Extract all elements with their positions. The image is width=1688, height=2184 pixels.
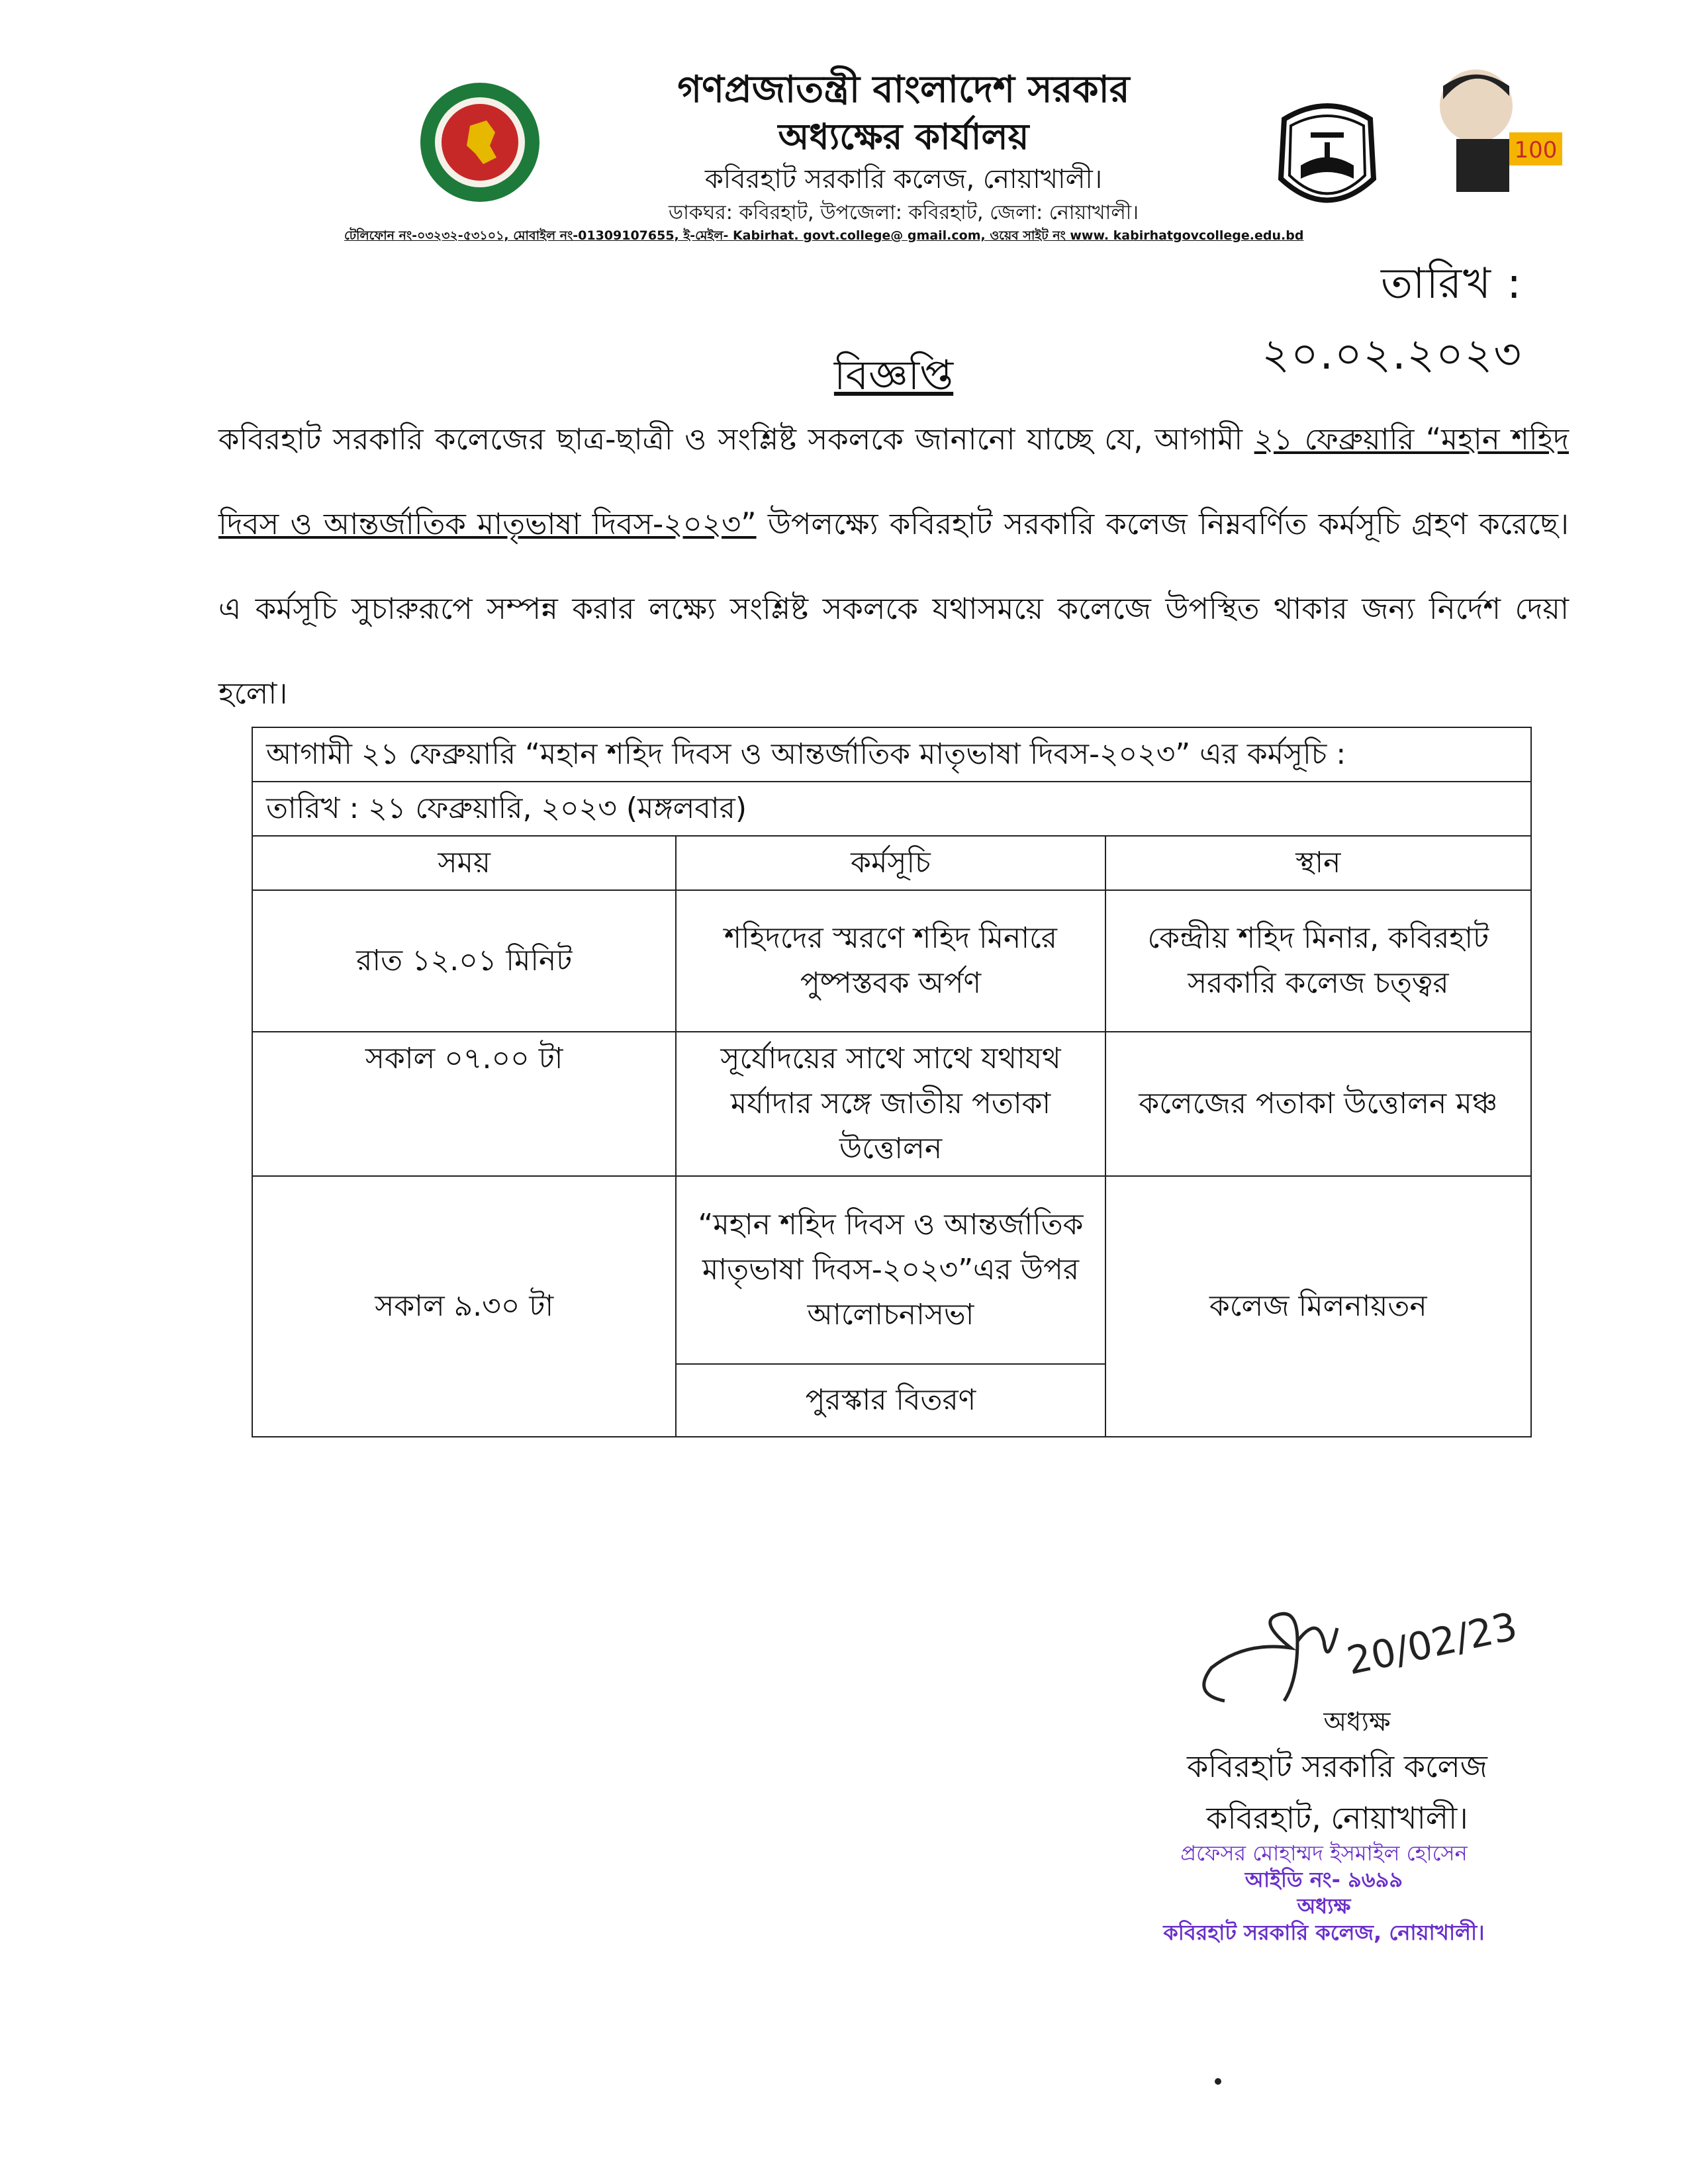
signatory-college bbox=[1139, 1741, 1536, 1844]
table-heading: আগামী ২১ ফেব্রুয়ারি “মহান শহিদ দিবস ও আন্তর্জাতিক মাতৃভাষা দিবস-২০২৩” এর কর্মসূচি : bbox=[252, 727, 1531, 782]
stamp-name: প্রফেসর মোহাম্মদ ইসমাইল হোসেন bbox=[1180, 1841, 1468, 1866]
stamp-college: কবিরহাট সরকারি কলেজ, নোয়াখালী। bbox=[1163, 1920, 1485, 1945]
table-row bbox=[252, 1176, 1531, 1364]
signatory-location: কবিরহাট, নোয়াখালী। bbox=[1206, 1800, 1468, 1836]
table-row bbox=[252, 1032, 1531, 1176]
portrait-logo-icon bbox=[1417, 60, 1569, 192]
program-table bbox=[252, 727, 1532, 1437]
notice-date: তারিখ : ২০.০২.২০২৩ bbox=[1262, 259, 1523, 379]
portrait-caption: 100 bbox=[1514, 137, 1558, 163]
official-stamp bbox=[1152, 1840, 1496, 1946]
notice-title: বিজ্ঞপ্তি bbox=[833, 351, 954, 399]
college-logo-icon bbox=[1264, 93, 1390, 218]
table-row bbox=[252, 890, 1531, 1032]
row-time: সকাল ০৭.০০ টা bbox=[252, 1032, 676, 1176]
office-name: অধ্যক্ষের কার্যালয় bbox=[778, 116, 1029, 158]
row-place: কলেজের পতাকা উত্তোলন মঞ্চ bbox=[1105, 1032, 1531, 1176]
table-header-row bbox=[252, 836, 1531, 890]
row-program: শহিদদের স্মরণে শহিদ মিনারে পুষ্পস্তবক অর্পণ bbox=[676, 890, 1105, 1032]
signatory-college-name: কবিরহাট সরকারি কলেজ bbox=[1187, 1749, 1487, 1784]
row-program: সূর্যোদয়ের সাথে সাথে যথাযথ মর্যাদার সঙ্গে জাতীয় পতাকা উত্তোলন bbox=[676, 1032, 1105, 1176]
college-name: কবিরহাট সরকারি কলেজ, নোয়াখালী। bbox=[704, 164, 1103, 195]
contact-line: টেলিফোন নং-০৩২৩২-৫৩১০১, মোবাইল নং-01309107655, ই-মেইল- Kabirhat. govt.college@ gmail.com, ওয়েব সাইট নং www. kabirhatgovcollege.edu.bd bbox=[344, 228, 1304, 243]
row-time: রাত ১২.০১ মিনিট bbox=[252, 890, 676, 1032]
stray-dot bbox=[1215, 2078, 1221, 2085]
stamp-designation: অধ্যক্ষ bbox=[1297, 1893, 1351, 1919]
table-date-row bbox=[252, 782, 1531, 836]
signature-date: 20/02/23 bbox=[1342, 1604, 1521, 1684]
body-underlined: ২১ ফেব্রুয়ারি “মহান শহিদ দিবস ও আন্তর্জাতিক মাতৃভাষা দিবস-২০২৩” bbox=[218, 422, 1569, 541]
table-heading-row bbox=[252, 727, 1531, 782]
row-place: কলেজ মিলনায়তন bbox=[1105, 1176, 1531, 1437]
row-time: সকাল ৯.৩০ টা bbox=[252, 1176, 676, 1437]
column-header-place: স্থান bbox=[1105, 836, 1531, 890]
govt-name: গণপ্রজাতন্ত্রী বাংলাদেশ সরকার bbox=[677, 68, 1130, 111]
letterhead bbox=[549, 66, 1258, 228]
postal-address: ডাকঘর: কবিরহাট, উপজেলা: কবিরহাট, জেলা: নোয়াখালী। bbox=[669, 201, 1139, 224]
signatory-title: অধ্যক্ষ bbox=[1323, 1707, 1391, 1737]
row-place: কেন্দ্রীয় শহিদ মিনার, কবিরহাট সরকারি কলেজ চত্ত্বর bbox=[1105, 890, 1531, 1032]
notice-body bbox=[218, 397, 1569, 736]
table-date: তারিখ : ২১ ফেব্রুয়ারি, ২০২৩ (মঙ্গলবার) bbox=[252, 782, 1531, 836]
row-program-2: পুরস্কার বিতরণ bbox=[676, 1364, 1105, 1437]
stamp-id: আইডি নং- ৯৬৯৯ bbox=[1244, 1867, 1403, 1892]
body-part-1: কবিরহাট সরকারি কলেজের ছাত্র-ছাত্রী ও সংশ্লিষ্ট সকলকে জানানো যাচ্ছে যে, আগামী bbox=[218, 422, 1254, 457]
government-seal-icon bbox=[417, 79, 543, 205]
row-program: “মহান শহিদ দিবস ও আন্তর্জাতিক মাতৃভাষা দিবস-২০২৩”এর উপর আলোচনাসভা bbox=[676, 1176, 1105, 1364]
body-part-2: উপলক্ষ্যে কবিরহাট সরকারি কলেজ নিম্নবর্ণিত কর্মসূচি গ্রহণ করেছে। এ কর্মসূচি সুচারুরূপে সম্পন্ন করার লক্ষ্যে সংশ্লিষ্ট সকলকে যথাসময়ে কলেজে উপস্থিত থাকার জন্য নির্দেশ দেয়া হলো। bbox=[218, 506, 1569, 711]
column-header-time: সময় bbox=[252, 836, 676, 890]
column-header-program: কর্মসূচি bbox=[676, 836, 1105, 890]
